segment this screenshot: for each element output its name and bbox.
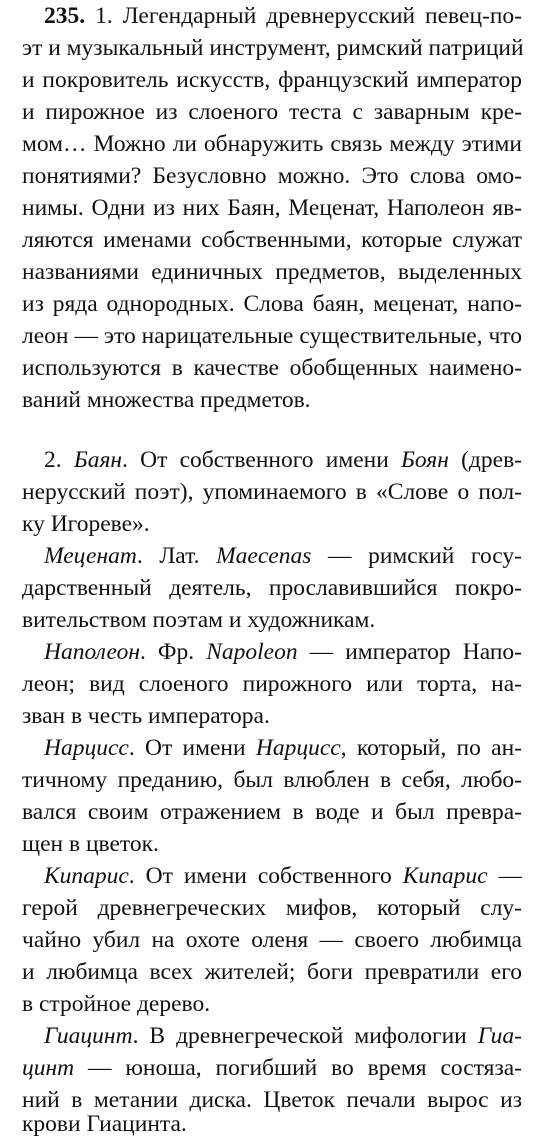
- paragraph-line: понятиями? Безусловно можно. Это слова омо-: [22, 163, 522, 189]
- entry-text: . От имени собственного: [128, 863, 403, 889]
- entry-bayan-line: нерусский поэт), упоминаемого в «Слове о пол-: [22, 479, 522, 505]
- paragraph-line: из ряда однородных. Слова баян, меценат, напо-: [22, 291, 522, 317]
- entry-term: Нарцисс: [44, 735, 129, 761]
- entry-term: Баян: [73, 447, 123, 473]
- paragraph-line: ляются именами собственными, которые служат: [22, 227, 522, 253]
- entry-italic-name: Кипарис: [402, 863, 488, 889]
- entry-giacint-line: [44, 1020, 522, 1052]
- entry-kiparis-line: и любимца всех жителей; боги превратили его: [22, 959, 522, 985]
- paragraph-line: ваний множества предметов.: [22, 387, 311, 413]
- paragraph-line: эт и музыкальный инструмент, римский патриций: [22, 35, 524, 61]
- entry-text: , который, по ан-: [340, 735, 522, 761]
- entry-narciss-line: тичному преданию, был влюблен в себя, любо-: [22, 767, 522, 793]
- paragraph-line: нимы. Одни из них Баян, Меценат, Наполеон яв-: [22, 195, 522, 221]
- entry-text: . Фр.: [140, 639, 207, 665]
- entry-kiparis-line: в стройное дерево.: [22, 991, 211, 1017]
- entry-mecenat-line: вительством поэтам и художникам.: [22, 607, 376, 633]
- entry-kiparis-line: герой древнегреческих мифов, который слу-: [22, 895, 522, 921]
- entry-italic-name: Гиа-: [477, 1023, 522, 1049]
- entry-bayan-line: ку Игореве».: [22, 511, 150, 537]
- paragraph-line: леон — это нарицательные существительные, что: [22, 323, 522, 349]
- exercise-number: 235.: [44, 3, 86, 29]
- line-text: 1. Легендарный древнерусский певец-по-: [95, 3, 522, 29]
- entry-narciss-line: вался своим отражением в воде и был превра-: [22, 799, 522, 825]
- entry-bayan-line: [44, 444, 522, 476]
- entry-term: Кипарис: [44, 863, 129, 889]
- entry-italic-name: Napoleon: [206, 639, 298, 665]
- paragraph-line: мом… Можно ли обнаружить связь между этими: [22, 131, 522, 157]
- entry-term: Гиацинт: [44, 1023, 133, 1049]
- entry-italic-name: цинт: [22, 1055, 75, 1081]
- entry-napoleon-line: леон; вид слоеного пирожного или торта, на-: [22, 671, 522, 697]
- entry-italic-name: Боян: [401, 447, 449, 473]
- entry-mecenat-line: дарственный деятель, прославившийся покро-: [22, 575, 522, 601]
- entry-narciss-line: [44, 732, 522, 764]
- entry-napoleon-line: зван в честь императора.: [22, 703, 270, 729]
- entry-text: — римский госу-: [311, 543, 522, 569]
- entry-text: . В древнегреческой мифологии: [132, 1023, 478, 1049]
- entry-text: . Лат.: [136, 543, 217, 569]
- entry-giacint-line: ний в метании диска. Цветок печали вырос из: [22, 1087, 522, 1113]
- entry-text: (древ-: [448, 447, 522, 473]
- entry-text: — юноша, погибший во время состяза-: [74, 1055, 522, 1081]
- entry-italic-name: Maecenas: [216, 543, 312, 569]
- entry-term: Наполеон: [44, 639, 140, 665]
- entry-kiparis-line: чайно убил на охоте оленя — своего любимца: [22, 927, 522, 953]
- paragraph-line: названиями единичных предметов, выделенных: [22, 259, 522, 285]
- paragraph-line: [44, 0, 522, 32]
- entry-text: . От имени: [128, 735, 256, 761]
- entry-giacint-line: крови Гиацинта.: [22, 1111, 187, 1137]
- entry-prefix: 2.: [44, 447, 74, 473]
- paragraph-line: и пирожное из слоеного теста с заварным кре-: [22, 99, 522, 125]
- entry-mecenat-line: [44, 540, 522, 572]
- entry-napoleon-line: [44, 636, 522, 668]
- paragraph-line: используются в качестве обобщенных наимено-: [22, 355, 522, 381]
- entry-term: Меценат: [44, 543, 137, 569]
- paragraph-line: и покровитель искусств, французский император: [22, 67, 522, 93]
- entry-text: — император Напо-: [297, 639, 522, 665]
- entry-giacint-line: [22, 1052, 522, 1084]
- entry-text: . От собственного имени: [122, 447, 401, 473]
- entry-text: —: [487, 863, 523, 889]
- entry-italic-name: Нарцисс: [255, 735, 341, 761]
- entry-kiparis-line: [44, 860, 522, 892]
- entry-narciss-line: щен в цветок.: [22, 831, 159, 857]
